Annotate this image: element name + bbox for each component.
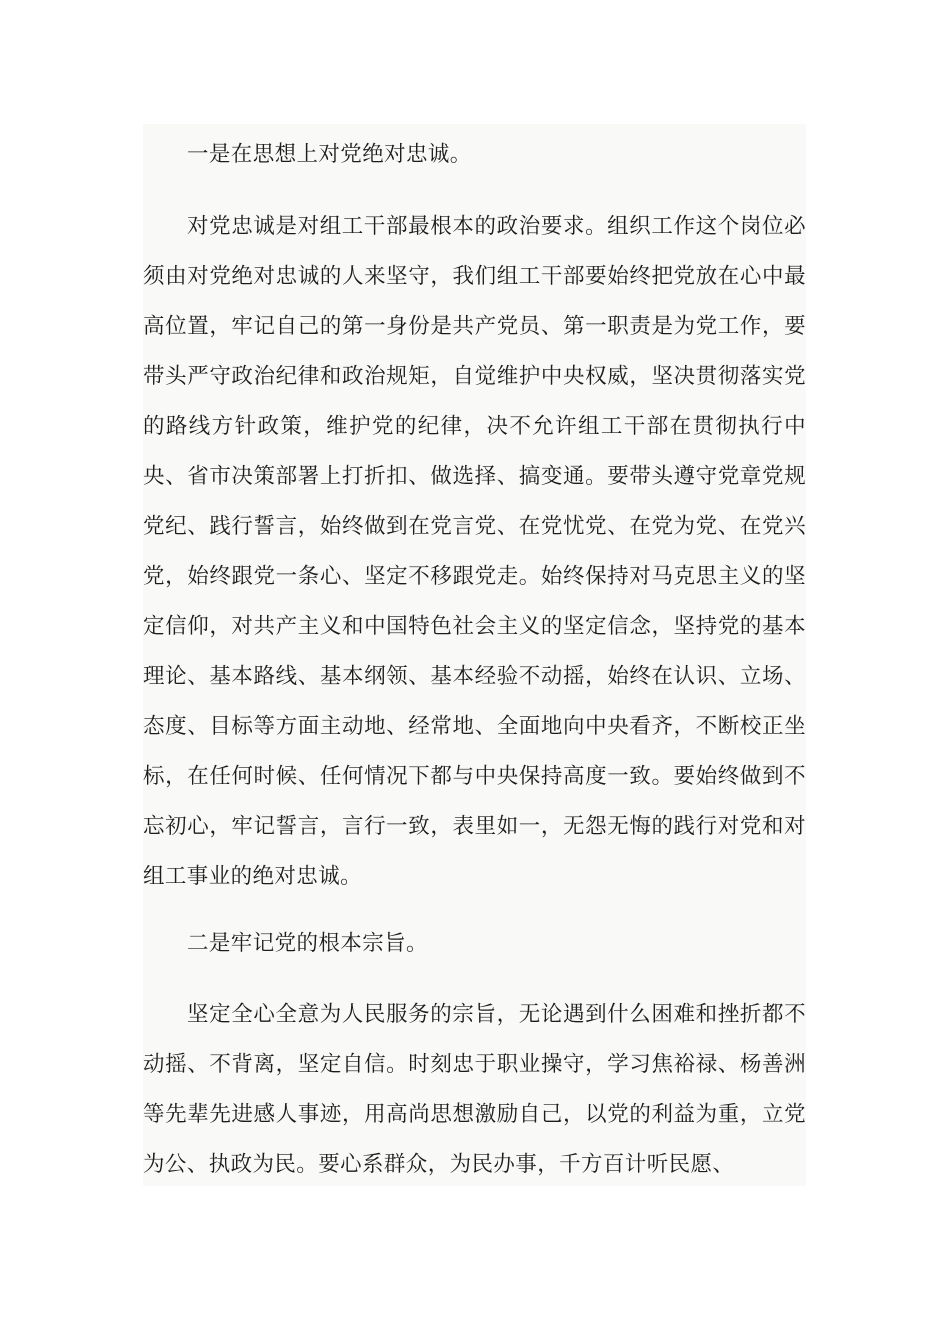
paragraph-1: 对党忠诚是对组工干部最根本的政治要求。组织工作这个岗位必须由对党绝对忠诚的人来坚守，我们组工干部要始终把党放在心中最高位置，牢记自己的第一身份是共产党员、第一职责是为党工作，要带头严守政治纪律和政治规矩，自觉维护中央权威，坚决贯彻落实党的路线方针政策，维护党的纪律，决不允许组工干部在贯彻执行中央、省市决策部署上打折扣、做选择、搞变通。要带头遵守党章党规党纪、践行誓言，始终做到在党言党、在党忧党、在党为党、在党兴党，始终跟党一条心、坚定不移跟党走。始终保持对马克思主义的坚定信仰，对共产主义和中国特色社会主义的坚定信念，坚持党的基本理论、基本路线、基本纲领、基本经验不动摇，始终在认识、立场、态度、目标等方面主动地、经常地、全面地向中央看齐，不断校正坐标，在任何时候、任何情况下都与中央保持高度一致。要始终做到不忘初心，牢记誓言，言行一致，表里如一，无怨无悔的践行对党和对组工事业的绝对忠诚。 — [143, 214, 806, 889]
section-heading-2: 二是牢记党的根本宗旨。 — [187, 931, 428, 956]
paragraph-2: 坚定全心全意为人民服务的宗旨，无论遇到什么困难和挫折都不动摇、不背离，坚定自信。时刻忠于职业操守，学习焦裕禄、杨善洲等先辈先进感人事迹，用高尚思想激励自己，以党的利益为重，立党为公、执政为民。要心系群众，为民办事，千方百计听民愿、 — [143, 1002, 806, 1177]
document-body — [143, 124, 806, 1186]
section-heading-1: 一是在思想上对党绝对忠诚。 — [187, 142, 472, 167]
